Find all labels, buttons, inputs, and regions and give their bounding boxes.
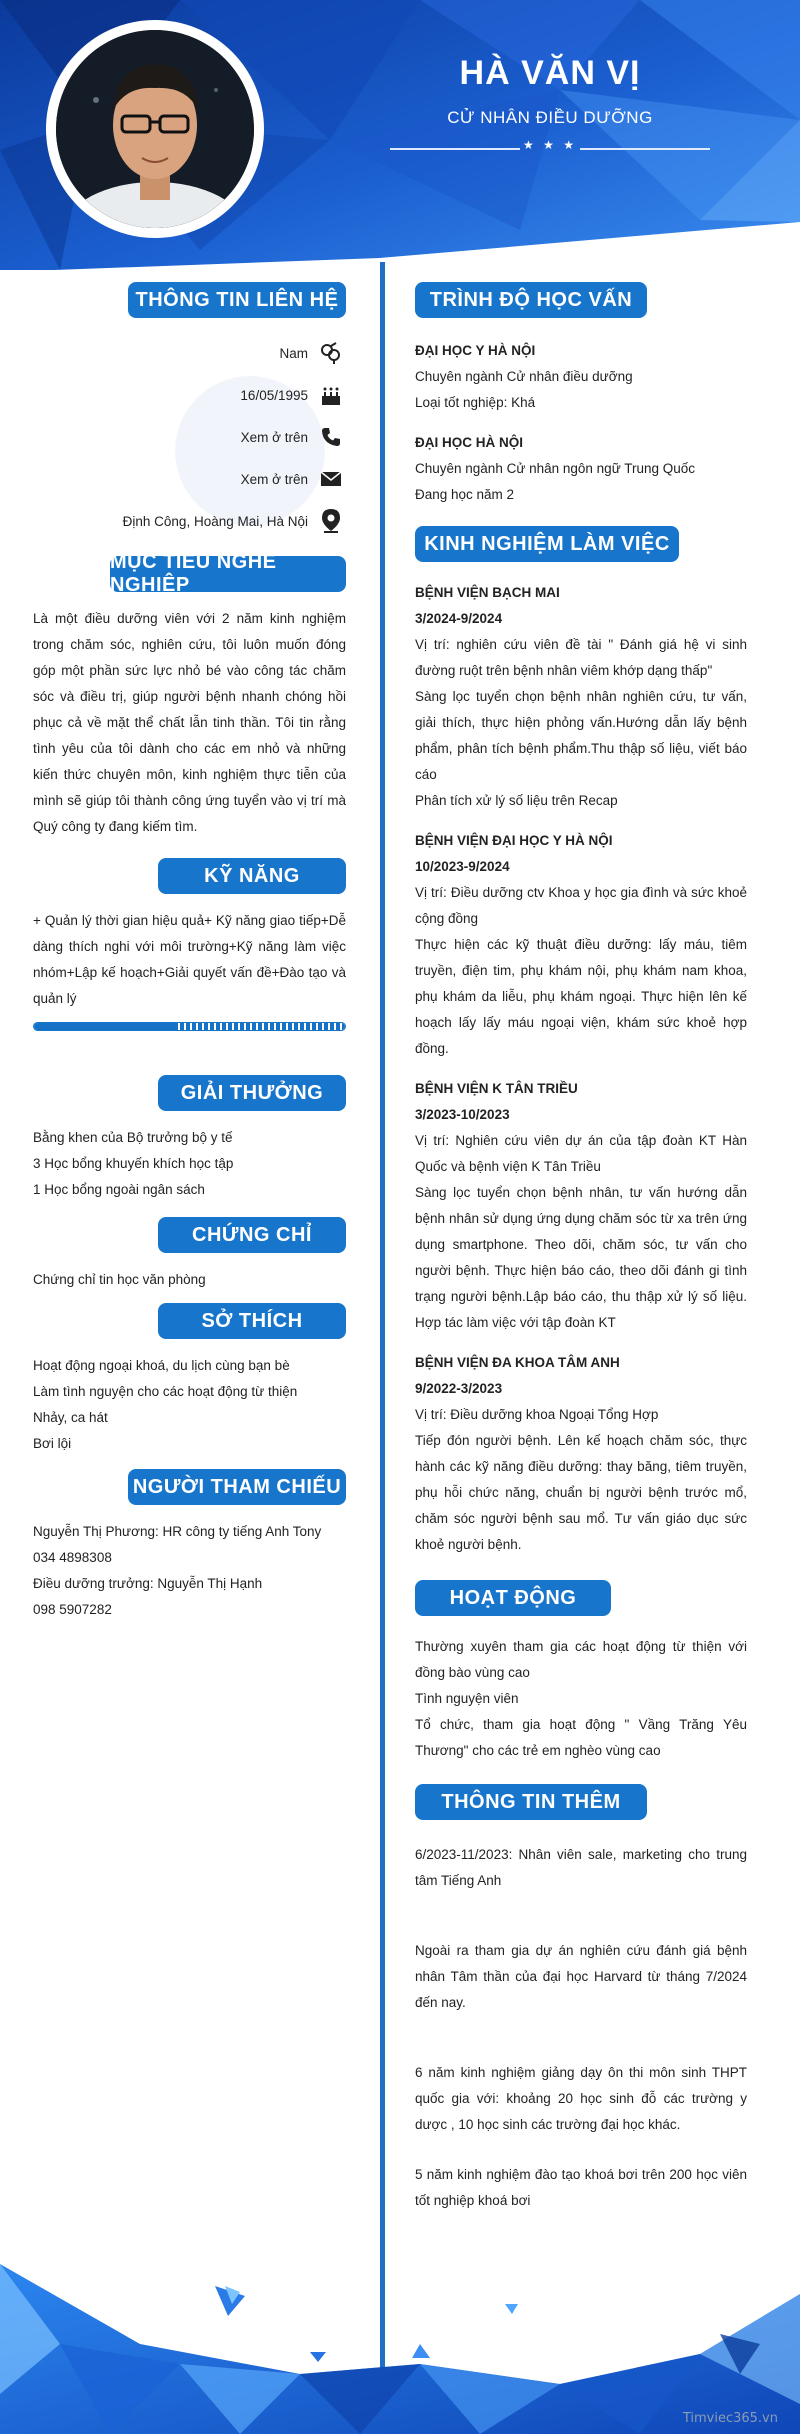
experience-period: 3/2023-10/2023: [415, 1107, 510, 1122]
education-note: Đang học năm 2: [415, 487, 515, 502]
award-item: 3 Học bổng khuyến khích học tập: [33, 1156, 234, 1171]
cv-footer: [0, 2234, 800, 2434]
extra-list: [415, 1842, 747, 2214]
experience-line: Vị trí: Nghiên cứu viên dự án của tập đoàn KT Hàn Quốc và bệnh viện K Tân Triều: [415, 1133, 747, 1174]
candidate-name: HÀ VĂN VỊ: [459, 54, 641, 92]
section-title-activities: HOẠT ĐỘNG: [415, 1580, 611, 1616]
contact-gender: [33, 332, 346, 374]
left-column: [33, 282, 346, 1623]
cv-header: [0, 0, 800, 270]
email-value[interactable]: Xem ở trên: [240, 471, 308, 487]
footer-background: [0, 2234, 800, 2434]
section-title-extra: THÔNG TIN THÊM: [415, 1784, 647, 1820]
hobby-item: Bơi lội: [33, 1436, 72, 1451]
section-title-skills: KỸ NĂNG: [158, 858, 346, 894]
experience-line: Phân tích xử lý số liệu trên Recap: [415, 793, 618, 808]
brand-watermark: Timviec365.vn: [682, 2411, 778, 2426]
address-value: Định Công, Hoàng Mai, Hà Nội: [122, 513, 308, 529]
experience-line: Tiếp đón người bệnh. Lên kế hoạch chăm sóc, thực hành các kỹ năng điều dưỡng: thay băng, tiêm truyền, phụ hỗi chức năng, chuẩn bị người bệnh trước mổ, chăm sóc người bệnh sau mổ. Tư vấn giáo dục sức khoẻ người bệnh.: [415, 1433, 747, 1552]
section-title-certificates: CHỨNG CHỈ: [158, 1217, 346, 1253]
location-pin-icon: [316, 509, 346, 533]
experience-company: BỆNH VIỆN ĐẠI HỌC Y HÀ NỘI: [415, 833, 613, 848]
extra-item: 5 năm kinh nghiệm đào tạo khoá bơi trên 200 học viên tốt nghiệp khoá bơi: [415, 2167, 747, 2208]
experience-company: BỆNH VIỆN ĐA KHOA TÂM ANH: [415, 1355, 620, 1370]
title-ornament: [390, 138, 710, 162]
education-entry: [415, 430, 747, 508]
reference-item: Nguyễn Thị Phương: HR công ty tiếng Anh Tony: [33, 1524, 322, 1539]
education-entry: [415, 338, 747, 416]
extra-item: Ngoài ra tham gia dự án nghiên cứu đánh giá bệnh nhân Tâm thần của đại học Harvard từ tháng 7/2024 đến nay.: [415, 1943, 747, 2010]
award-item: 1 Học bổng ngoài ngân sách: [33, 1182, 205, 1197]
hobby-item: Hoạt động ngoại khoá, du lịch cùng bạn bè: [33, 1358, 290, 1373]
references-list: [33, 1519, 346, 1623]
education-note: Loại tốt nghiệp: Khá: [415, 395, 536, 410]
experience-entry: [415, 580, 747, 814]
award-item: Bằng khen của Bộ trưởng bộ y tế: [33, 1130, 233, 1145]
certificates-list: [33, 1267, 346, 1293]
experience-line: Vị trí: nghiên cứu viên đề tài " Đánh giá hệ vi sinh đường ruột trên bệnh nhân viêm khớp dạng thấp": [415, 637, 747, 678]
experience-company: BỆNH VIỆN K TÂN TRIỀU: [415, 1081, 578, 1096]
education-major: Chuyên ngành Cử nhân điều dưỡng: [415, 369, 633, 384]
section-title-contact: THÔNG TIN LIÊN HỆ: [128, 282, 346, 318]
experience-line: Sàng lọc tuyển chọn bệnh nhân nghiên cứu, tư vấn, giải thích, thực hiện phỏng vấn.Hướng dẫn lấy bệnh phẩm, phân tích bệnh phẩm.Thu thập số liệu, viết báo cáo: [415, 689, 747, 782]
section-title-objective: MỤC TIÊU NGHỀ NGHIỆP: [110, 556, 346, 592]
candidate-job-title: CỬ NHÂN ĐIỀU DƯỠNG: [447, 108, 653, 127]
ornament-line-right: [580, 148, 710, 150]
experience-line: Thực hiện các kỹ thuật điều dưỡng: lấy máu, tiêm truyền, điện tim, phụ khám nội, phụ khám nam khoa, phụ khám da liễu, phụ khám ngoại. Thực hiện lên kế hoạch lấy lấy máu ngoại viện, khám sức khoẻ hợp đồng.: [415, 937, 747, 1056]
extra-item: 6/2023-11/2023: Nhân viên sale, marketing cho trung tâm Tiếng Anh: [415, 1847, 747, 1888]
ornament-line-left: [390, 148, 520, 150]
certificate-item: Chứng chỉ tin học văn phòng: [33, 1272, 206, 1287]
experience-line: Sàng lọc tuyển chọn bệnh nhân, tư vấn hướng dẫn bệnh nhân sử dụng ứng dụng chăm sóc từ xa trên ứng dụng smartphone. Theo dõi, chăm sóc, tư vấn cho người bệnh. Thực hiện báo cáo, theo dõi đánh gi tình trạng người bệnh.Lập báo cáo, thu thập xử lý số liệu. Hợp tác làm việc với tập đoàn KT: [415, 1185, 747, 1330]
contact-address: [33, 500, 346, 542]
experience-company: BỆNH VIỆN BẠCH MAI: [415, 585, 560, 600]
experience-line: Vị trí: Điều dưỡng khoa Ngoại Tổng Hợp: [415, 1407, 659, 1422]
extra-item: 6 năm kinh nghiệm giảng dạy ôn thi môn sinh THPT quốc gia với: khoảng 20 học sinh đỗ các trường y dược , 10 học sinh các trường đại học khác.: [415, 2065, 747, 2132]
experience-entry: [415, 1350, 747, 1558]
education-school: ĐẠI HỌC HÀ NỘI: [415, 435, 523, 450]
experience-period: 9/2022-3/2023: [415, 1381, 503, 1396]
contact-phone: [33, 416, 346, 458]
column-divider: [380, 262, 385, 2382]
section-title-hobbies: SỞ THÍCH: [158, 1303, 346, 1339]
section-title-references: NGƯỜI THAM CHIẾU: [128, 1469, 346, 1505]
gender-value: Nam: [279, 345, 308, 361]
activity-item: Tổ chức, tham gia hoạt động " Vầng Trăng Yêu Thương" cho các trẻ em nghèo vùng cao: [415, 1717, 747, 1758]
email-icon: [316, 471, 346, 487]
reference-item: Điều dưỡng trưởng: Nguyễn Thị Hạnh: [33, 1576, 263, 1591]
skills-text: + Quản lý thời gian hiệu quả+ Kỹ năng giao tiếp+Dễ dàng thích nghi với môi trường+Kỹ năng làm việc nhóm+Lập kế hoạch+Giải quyết vấn đề+Đào tạo và quản lý: [33, 913, 346, 1006]
awards-list: [33, 1125, 346, 1203]
birthday-cake-icon: [316, 384, 346, 406]
ornament-stars: ★ ★ ★: [523, 138, 577, 152]
avatar-frame: [46, 20, 264, 238]
hobby-item: Nhảy, ca hát: [33, 1410, 108, 1425]
contact-birthday: [33, 374, 346, 416]
education-major: Chuyên ngành Cử nhân ngôn ngữ Trung Quốc: [415, 461, 696, 476]
hobby-item: Làm tình nguyện cho các hoạt động từ thiện: [33, 1384, 298, 1399]
right-column: [415, 282, 747, 2214]
contact-section: [33, 332, 346, 548]
reference-phone: 098 5907282: [33, 1602, 112, 1617]
experience-entry: [415, 1076, 747, 1336]
birthday-value: 16/05/1995: [240, 387, 308, 403]
activity-item: Thường xuyên tham gia các hoạt động từ thiện với đồng bào vùng cao: [415, 1639, 747, 1680]
experience-line: Vị trí: Điều dưỡng ctv Khoa y học gia đình và sức khoẻ cộng đồng: [415, 885, 747, 926]
education-school: ĐẠI HỌC Y HÀ NỘI: [415, 343, 536, 358]
hobbies-list: [33, 1353, 346, 1457]
experience-entry: [415, 828, 747, 1062]
avatar: [56, 30, 254, 228]
skill-level-bar: [33, 1022, 346, 1031]
section-title-experience: KINH NGHIỆM LÀM VIỆC: [415, 526, 679, 562]
skill-level-remainder: [174, 1023, 345, 1030]
activities-list: [415, 1634, 747, 1764]
experience-period: 3/2024-9/2024: [415, 611, 503, 626]
activity-item: Tình nguyện viên: [415, 1691, 519, 1706]
skill-level-fill: [34, 1023, 174, 1030]
section-title-education: TRÌNH ĐỘ HỌC VẤN: [415, 282, 647, 318]
section-title-awards: GIẢI THƯỞNG: [158, 1075, 346, 1111]
experience-period: 10/2023-9/2024: [415, 859, 510, 874]
gender-icon: [316, 342, 346, 364]
avatar-photo: [56, 30, 254, 228]
phone-value[interactable]: Xem ở trên: [240, 429, 308, 445]
reference-phone: 034 4898308: [33, 1550, 112, 1565]
phone-icon: [316, 427, 346, 447]
objective-text: Là một điều dưỡng viên với 2 năm kinh nghiệm trong chăm sóc, nghiên cứu, tôi luôn muốn đóng góp một phần sức lực nhỏ bé vào công tác chăm sóc và điều trị, giúp người bệnh nhanh chóng hồi phục cả về mặt thể chất lẫn tinh thần. Tôi tin rằng tình yêu của tôi dành cho các em nhỏ và những kiến thức chuyên môn, kinh nghiệm thực tiễn của mình sẽ giúp tôi thành công ứng tuyển vào vị trí mà Quý công ty đang kiếm tìm.: [33, 611, 346, 834]
contact-email: [33, 458, 346, 500]
